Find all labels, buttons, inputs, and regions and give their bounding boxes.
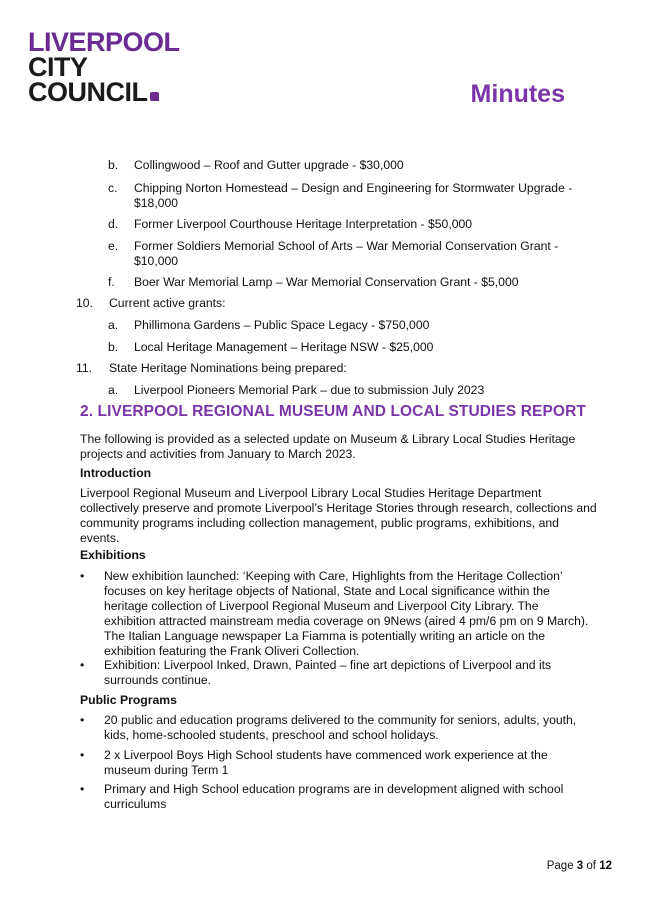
- bullet-icon: •: [80, 658, 85, 672]
- bullet-icon: •: [80, 782, 85, 796]
- bullet-text: Primary and High School education programs are in development aligned with school curriculums: [104, 782, 564, 811]
- logo-line-council-wrap: [28, 77, 180, 107]
- list-item-text: Liverpool Pioneers Memorial Park – due to submission July 2023: [134, 383, 485, 397]
- bullet-text: 2 x Liverpool Boys High School students have commenced work experience at the museum during Term 1: [104, 748, 548, 777]
- list-item-label: 10.: [76, 296, 93, 310]
- list-item-text: Chipping Norton Homestead – Design and Engineering for Stormwater Upgrade -: [134, 181, 573, 195]
- list-item-text: Phillimona Gardens – Public Space Legacy - $750,000: [134, 318, 430, 332]
- introduction-title: Introduction: [80, 466, 152, 480]
- logo-line-city: CITY: [28, 52, 88, 82]
- introduction-text: Liverpool Regional Museum and Liverpool Library Local Studies Heritage Department collectively preserve and promote Liverpool’s Heritage Stories through research, collections and community programs including collection management, public programs, exhibitions, and events.: [80, 486, 597, 545]
- page-total: 12: [599, 860, 612, 872]
- logo-line-council: COUNCIL: [28, 77, 148, 107]
- bullet-icon: •: [80, 713, 85, 727]
- logo-line-liverpool: LIVERPOOL: [28, 27, 180, 57]
- logo-mark-icon: [150, 92, 159, 101]
- page-number: 3: [576, 860, 584, 872]
- list-item-label: b.: [108, 158, 119, 172]
- intro-paragraph: The following is provided as a selected update on Museum & Library Local Studies Heritage projects and activities from January to March 2023.: [80, 432, 576, 461]
- list-item-text: Local Heritage Management – Heritage NSW - $25,000: [134, 340, 434, 354]
- exhibitions-title: Exhibitions: [80, 548, 146, 562]
- list-item-label: e.: [108, 239, 119, 253]
- bullet-icon: •: [80, 748, 85, 762]
- document-type-title: Minutes: [470, 80, 565, 108]
- list-item-label: a.: [108, 318, 119, 332]
- list-item-text: State Heritage Nominations being prepared:: [109, 361, 347, 375]
- page-footer: [547, 860, 612, 872]
- list-item-text: Former Soldiers Memorial School of Arts – War Memorial Conservation Grant -: [134, 239, 559, 253]
- bullet-text: Exhibition: Liverpool Inked, Drawn, Painted – fine art depictions of Liverpool and its surrounds continue.: [104, 658, 552, 687]
- logo: [28, 27, 180, 107]
- page-word: Page: [546, 860, 574, 872]
- bullet-text: New exhibition launched: ‘Keeping with Care, Highlights from the Heritage Collection’ focuses on key heritage objects of National, State and Local significance within the heritage collection of Liverpool Regional Museum and Liverpool City Library. The exhibition attracted mainstream media coverage on 9News (aired 4 pm/6 pm on 9 March). The Italian Language newspaper La Fiamma is potentially writing an article on the exhibition featuring the Frank Oliveri Collection.: [104, 569, 589, 658]
- section-heading: 2. LIVERPOOL REGIONAL MUSEUM AND LOCAL STUDIES REPORT: [80, 403, 586, 420]
- public-programs-title: Public Programs: [80, 693, 177, 707]
- list-item-text: Former Liverpool Courthouse Heritage Interpretation - $50,000: [134, 217, 473, 231]
- bullet-icon: •: [80, 569, 85, 583]
- list-item-text: Collingwood – Roof and Gutter upgrade - $30,000: [134, 158, 404, 172]
- bullet-text: 20 public and education programs delivered to the community for seniors, adults, youth, kids, home-schooled students, preschool and school holidays.: [104, 713, 577, 742]
- list-item-label: d.: [108, 217, 119, 231]
- list-item-label: f.: [108, 275, 115, 289]
- list-item-label: a.: [108, 383, 119, 397]
- list-item-text-cont: $10,000: [134, 254, 179, 268]
- of-word: of: [586, 860, 596, 872]
- list-item-text: Current active grants:: [109, 296, 226, 310]
- list-item-text: Boer War Memorial Lamp – War Memorial Conservation Grant - $5,000: [134, 275, 519, 289]
- list-item-label: 11.: [76, 361, 93, 375]
- list-item-text-cont: $18,000: [134, 196, 179, 210]
- list-item-label: c.: [108, 181, 118, 195]
- list-item-label: b.: [108, 340, 119, 354]
